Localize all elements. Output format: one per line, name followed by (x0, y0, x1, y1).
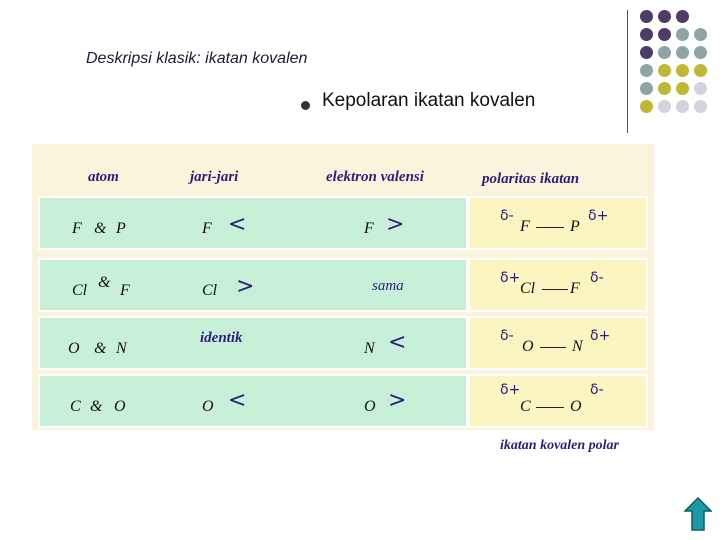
bond-line (542, 289, 568, 290)
atom-a: O (68, 340, 80, 357)
bond-atom-right: F (570, 280, 580, 297)
partial-charge-left: δ+ (500, 270, 521, 286)
header-radius: jari-jari (190, 169, 239, 185)
header-valence-electrons: elektron valensi (326, 169, 424, 185)
radius-atom: F (202, 220, 212, 237)
valence-atom: N (364, 340, 375, 357)
radius-comparison: < (228, 388, 247, 413)
valence-comparison: > (386, 212, 405, 237)
home-up-arrow-icon[interactable] (684, 497, 712, 531)
valence-atom: F (364, 220, 374, 237)
bullet-text: Kepolaran ikatan kovalen (322, 90, 536, 111)
slide-title: Deskripsi klasik: ikatan kovalen (86, 50, 308, 67)
partial-charge-right: δ- (590, 382, 604, 398)
radius-atom: O (202, 398, 214, 415)
atom-a: C (70, 398, 81, 415)
atom-a: Cl (72, 282, 88, 299)
atom-b: O (114, 398, 126, 415)
bond-line (536, 407, 564, 408)
partial-charge-right: δ+ (588, 208, 609, 224)
covalent-polarity-table (32, 144, 654, 430)
radius-comparison: > (236, 274, 255, 299)
partial-charge-left: δ+ (500, 382, 521, 398)
table-row (38, 316, 648, 370)
radius-comparison: < (228, 212, 247, 237)
table-row (38, 258, 648, 312)
valence-comparison: < (388, 330, 407, 355)
ampersand: & (98, 274, 111, 291)
partial-charge-left: δ- (500, 208, 514, 224)
bond-atom-left: C (520, 398, 531, 415)
decorative-dot-grid (638, 10, 720, 120)
table-row (38, 196, 648, 250)
partial-charge-right: δ+ (590, 328, 611, 344)
header-atom: atom (88, 169, 119, 185)
bond-atom-left: O (522, 338, 534, 355)
polar-covalent-label: ikatan kovalen polar (500, 438, 620, 453)
valence-comparison: > (388, 388, 407, 413)
bullet-icon (301, 101, 310, 110)
atom-b: N (116, 340, 127, 357)
atom-a: F (72, 220, 82, 237)
bond-atom-right: N (572, 338, 583, 355)
valence-comparison: sama (372, 278, 404, 294)
atom-b: F (120, 282, 130, 299)
partial-charge-right: δ- (590, 270, 604, 286)
valence-atom: O (364, 398, 376, 415)
bond-atom-right: P (570, 218, 580, 235)
divider-line (627, 10, 628, 133)
table-row (38, 374, 648, 428)
bond-atom-left: F (520, 218, 530, 235)
home-up-arrow-icon-graphic (684, 497, 712, 531)
bond-line (540, 347, 566, 348)
bond-line (536, 227, 564, 228)
header-bond-polarity: polaritas ikatan (482, 171, 580, 187)
atom-b: P (116, 220, 126, 237)
radius-comparison: identik (200, 330, 243, 346)
ampersand: & (90, 398, 103, 415)
bond-atom-left: Cl (520, 280, 536, 297)
ampersand: & (94, 220, 107, 237)
radius-atom: Cl (202, 282, 218, 299)
bond-atom-right: O (570, 398, 582, 415)
partial-charge-left: δ- (500, 328, 514, 344)
ampersand: & (94, 340, 107, 357)
